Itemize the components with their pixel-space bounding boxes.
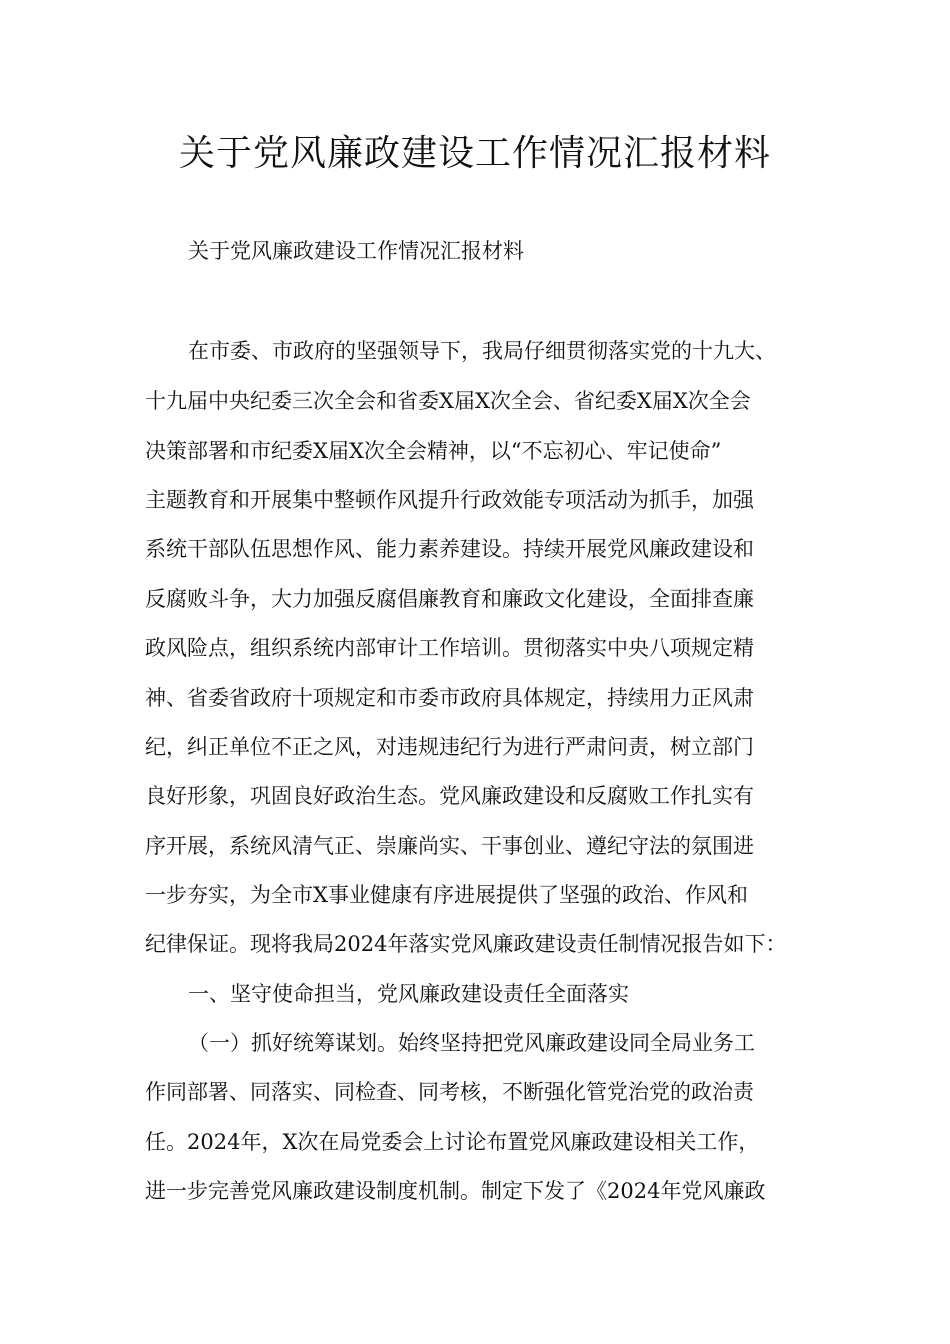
text-line-content: 反腐败斗争，大力加强反腐倡廉教育和廉政文化建设，全面排查廉 <box>145 587 754 611</box>
document-subtitle: 关于党风廉政建设工作情况汇报材料 <box>188 239 524 263</box>
text-line-content: 进一步完善党风廉政建设制度机制。制定下发了《2024年党风廉政 <box>145 1179 766 1203</box>
text-line-content: 在市委、市政府的坚强领导下，我局仔细贯彻落实党的十九大、 <box>188 339 776 363</box>
text-line-content: （一）抓好统筹谋划。始终坚持把党风廉政建设同全局业务工 <box>188 1031 755 1055</box>
text-line-content: 一、坚守使命担当，党风廉政建设责任全面落实 <box>188 982 629 1006</box>
text-line-content: 作同部署、同落实、同检查、同考核，不断强化管党治党的政治责 <box>145 1080 754 1104</box>
text-line-content: 任。2024年，X次在局党委会上讨论布置党风廉政建设相关工作， <box>145 1130 760 1154</box>
text-line-content: 序开展，系统风清气正、崇廉尚实、干事创业、遵纪守法的氛围进 <box>145 834 754 858</box>
text-line-content: 纪，纠正单位不正之风，对违规违纪行为进行严肃问责，树立部门 <box>145 735 754 759</box>
text-line-content: 纪律保证。现将我局2024年落实党风廉政建设责任制情况报告如下： <box>145 932 787 956</box>
text-line-content: 一步夯实，为全市X事业健康有序进展提供了坚强的政治、作风和 <box>145 883 748 907</box>
text-line-content: 神、省委省政府十项规定和市委市政府具体规定，持续用力正风肃 <box>145 686 754 710</box>
text-line-content: 系统干部队伍思想作风、能力素养建设。持续开展党风廉政建设和 <box>145 537 754 561</box>
text-line-content: 主题教育和开展集中整顿作风提升行政效能专项活动为抓手，加强 <box>145 488 754 512</box>
text-line-content: 决策部署和市纪委X届X次全会精神，以“不忘初心、牢记使命” <box>145 439 722 463</box>
text-line-content: 政风险点，组织系统内部审计工作培训。贯彻落实中央八项规定精 <box>145 636 754 660</box>
document-title: 关于党风廉政建设工作情况汇报材料 <box>178 133 771 174</box>
text-line-content: 十九届中央纪委三次全会和省委X届X次全会、省纪委X届X次全会 <box>145 389 751 413</box>
text-line-content: 良好形象，巩固良好政治生态。党风廉政建设和反腐败工作扎实有 <box>145 784 754 808</box>
